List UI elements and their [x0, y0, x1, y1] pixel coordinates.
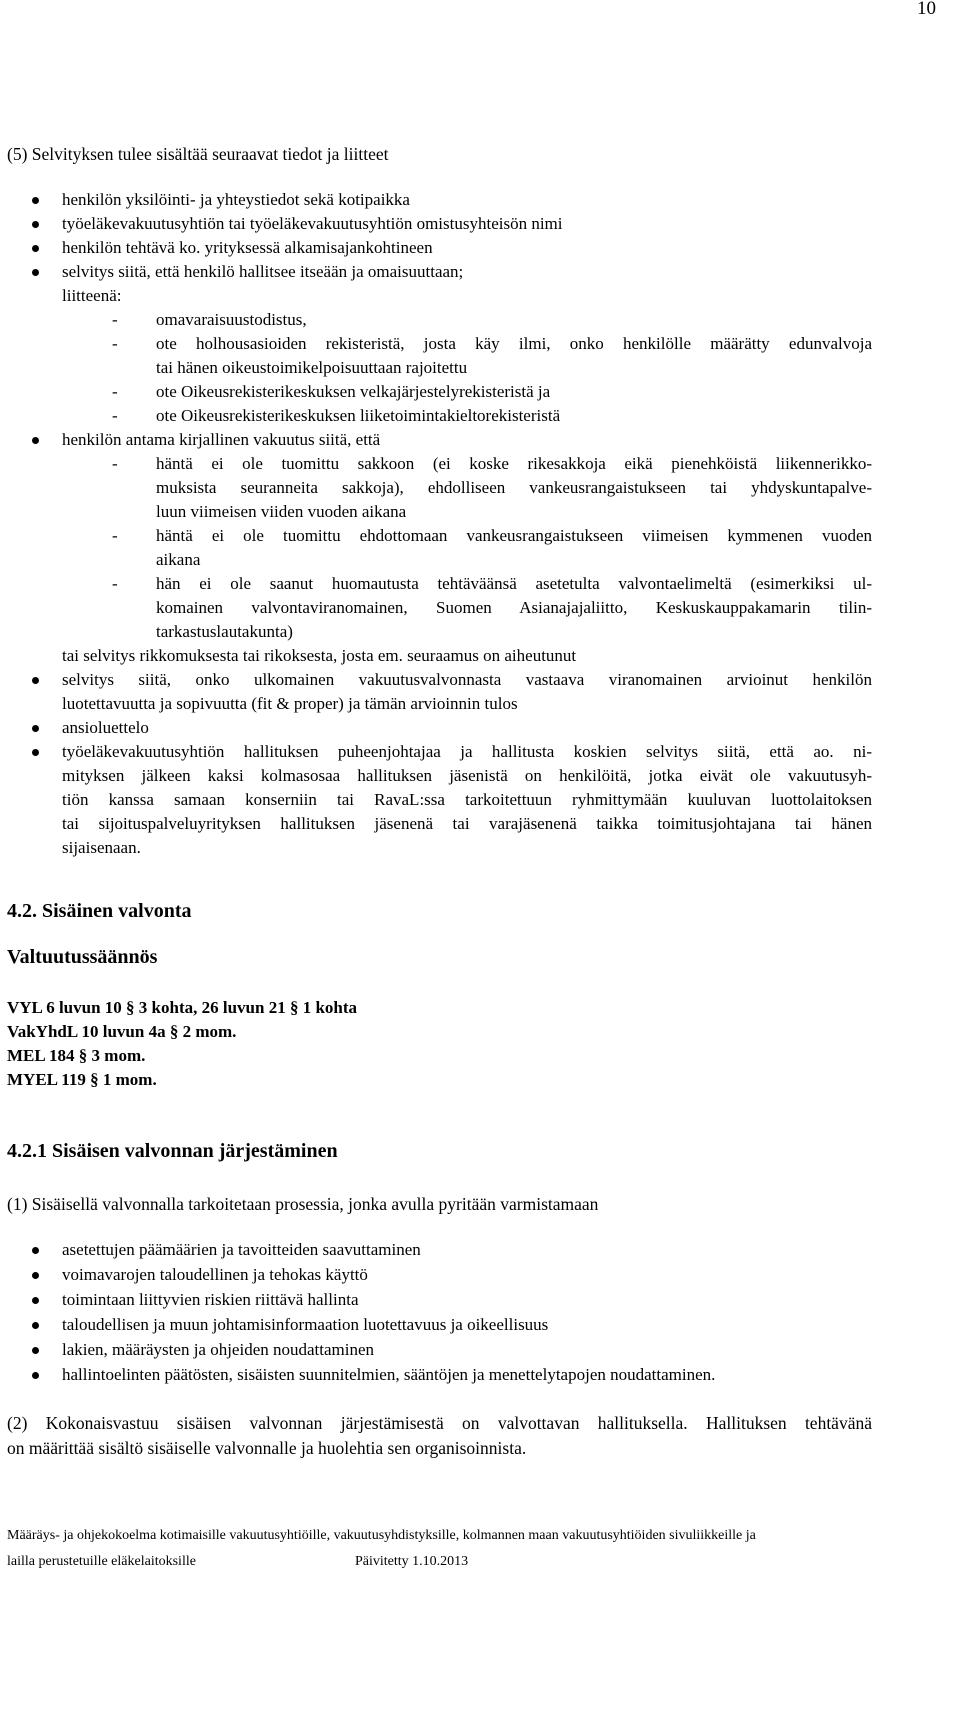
list-item: selvitys siitä, onko ulkomainen vakuutusvalvonnasta vastaava viranomainen arvioinut henkilön [62, 670, 872, 689]
dash-marker: - [112, 574, 118, 593]
bullet-icon [32, 1272, 39, 1279]
list-item: henkilön antama kirjallinen vakuutus siitä, että [62, 430, 381, 449]
list-item-cont: aikana [156, 550, 201, 569]
dash-marker: - [112, 382, 118, 401]
list-item: hän ei ole saanut huomautusta tehtäväänsä asetetulta valvontaelimeltä (esimerkiksi ul- [156, 574, 872, 593]
list-item-cont: tai sijoituspalveluyrityksen hallituksen jäsenenä tai varajäsenenä taikka toimitusjohtajana tai hänen [62, 814, 872, 833]
list-item-cont: tai hänen oikeustoimikelpoisuuttaan rajoitettu [156, 358, 468, 377]
bullet-icon [32, 269, 39, 276]
list-item: taloudellisen ja muun johtamisinformaation luotettavuus ja oikeellisuus [62, 1315, 549, 1334]
list-item: hallintoelinten päätösten, sisäisten suunnitelmien, sääntöjen ja menettelytapojen noudattaminen. [62, 1365, 716, 1384]
section-heading: 4.2. Sisäinen valvonta [7, 900, 192, 922]
list-item: voimavarojen taloudellinen ja tehokas käyttö [62, 1265, 368, 1284]
footer-line: lailla perustetuille eläkelaitoksille [7, 1554, 196, 1569]
reference-line: MEL 184 § 3 mom. [7, 1046, 146, 1065]
bullet-icon [32, 1347, 39, 1354]
bullet-icon [32, 1247, 39, 1254]
paragraph-cont: on määrittää sisältö sisäiselle valvonnalle ja huolehtia sen organisoinnista. [7, 1438, 527, 1458]
list-item-cont: komainen valvontaviranomainen, Suomen Asianajajaliitto, Keskuskauppakamarin tilin- [156, 598, 872, 617]
list-item-cont: muksista seuranneita sakkoja), ehdolliseen vankeusrangaistukseen tai yhdyskuntapalve- [156, 478, 872, 497]
page-number: 10 [917, 0, 936, 19]
bullet-icon [32, 749, 39, 756]
bullet-icon [32, 677, 39, 684]
list-item: selvitys siitä, että henkilö hallitsee itseään ja omaisuuttaan; [62, 262, 464, 281]
list-item: ansioluettelo [62, 718, 149, 737]
dash-marker: - [112, 334, 118, 353]
list-item: häntä ei ole tuomittu sakkoon (ei koske rikesakkoja eikä pienehköistä liikennerikko- [156, 454, 872, 473]
or-line: tai selvitys rikkomuksesta tai rikoksesta, josta em. seuraamus on aiheutunut [62, 646, 577, 665]
list-item: työeläkevakuutusyhtiön hallituksen puheenjohtajaa ja hallitusta koskien selvitys siitä, että ao. ni- [62, 742, 872, 761]
list-item: ote holhousasioiden rekisteristä, josta käy ilmi, onko henkilölle määrätty edunvalvoja [156, 334, 872, 353]
list-item: häntä ei ole tuomittu ehdottomaan vankeusrangaistukseen viimeisen kymmenen vuoden [156, 526, 872, 545]
bullet-icon [32, 245, 39, 252]
list-item-cont: sijaisenaan. [62, 838, 141, 857]
subsection-heading: Valtuutussäännös [7, 946, 158, 968]
bullet-icon [32, 437, 39, 444]
reference-line: VakYhdL 10 luvun 4a § 2 mom. [7, 1022, 237, 1041]
reference-line: VYL 6 luvun 10 § 3 kohta, 26 luvun 21 § 1 kohta [7, 998, 358, 1017]
paragraph: (2) Kokonaisvastuu sisäisen valvonnan järjestämisestä on valvottavan hallituksella. Hallituksen tehtävänä [7, 1413, 872, 1433]
list-item-cont: tiön kanssa samaan konserniin tai RavaL:ssa tarkoitettuun ryhmittymään kuuluvan luottolaitoksen [62, 790, 872, 809]
list-item: työeläkevakuutusyhtiön tai työeläkevakuutusyhtiön omistusyhteisön nimi [62, 214, 563, 233]
paragraph: (1) Sisäisellä valvonnalla tarkoitetaan prosessia, jonka avulla pyritään varmistamaan [7, 1194, 599, 1214]
dash-marker: - [112, 454, 118, 473]
bullet-icon [32, 197, 39, 204]
list-item-cont: mityksen jälkeen kaksi kolmasosaa hallituksen jäsenistä on henkilöitä, jotka eivät ole vakuutusyh- [62, 766, 872, 785]
list-item: omavaraisuustodistus, [156, 310, 307, 329]
footer-line: Määräys- ja ohjekokoelma kotimaisille vakuutusyhtiöille, vakuutusyhdistyksille, kolmannen maan vakuutusyhtiöiden sivuliikkeille ja [7, 1528, 756, 1543]
list-item-cont: luun viimeisen viiden vuoden aikana [156, 502, 407, 521]
list-item: henkilön yksilöinti- ja yhteystiedot sekä kotipaikka [62, 190, 410, 209]
list-item: lakien, määräysten ja ohjeiden noudattaminen [62, 1340, 375, 1359]
dash-marker: - [112, 406, 118, 425]
bullet-icon [32, 1297, 39, 1304]
dash-marker: - [112, 526, 118, 545]
bullet-icon [32, 1372, 39, 1379]
bullet-icon [32, 1322, 39, 1329]
attachments-label: liitteenä: [62, 286, 122, 305]
section-heading: 4.2.1 Sisäisen valvonnan järjestäminen [7, 1140, 338, 1162]
list-item: henkilön tehtävä ko. yrityksessä alkamisajankohtineen [62, 238, 433, 257]
list-item: toimintaan liittyvien riskien riittävä hallinta [62, 1290, 359, 1309]
section5-heading: (5) Selvityksen tulee sisältää seuraavat tiedot ja liitteet [7, 144, 389, 164]
reference-line: MYEL 119 § 1 mom. [7, 1070, 157, 1089]
list-item: ote Oikeusrekisterikeskuksen velkajärjestelyrekisteristä ja [156, 382, 551, 401]
list-item-cont: luotettavuutta ja sopivuutta (fit & proper) ja tämän arvioinnin tulos [62, 694, 518, 713]
dash-marker: - [112, 310, 118, 329]
bullet-icon [32, 221, 39, 228]
bullet-icon [32, 725, 39, 732]
footer-updated: Päivitetty 1.10.2013 [355, 1554, 469, 1569]
list-item: asetettujen päämäärien ja tavoitteiden saavuttaminen [62, 1240, 421, 1259]
list-item-cont: tarkastuslautakunta) [156, 622, 293, 641]
list-item: ote Oikeusrekisterikeskuksen liiketoimintakieltorekisteristä [156, 406, 561, 425]
